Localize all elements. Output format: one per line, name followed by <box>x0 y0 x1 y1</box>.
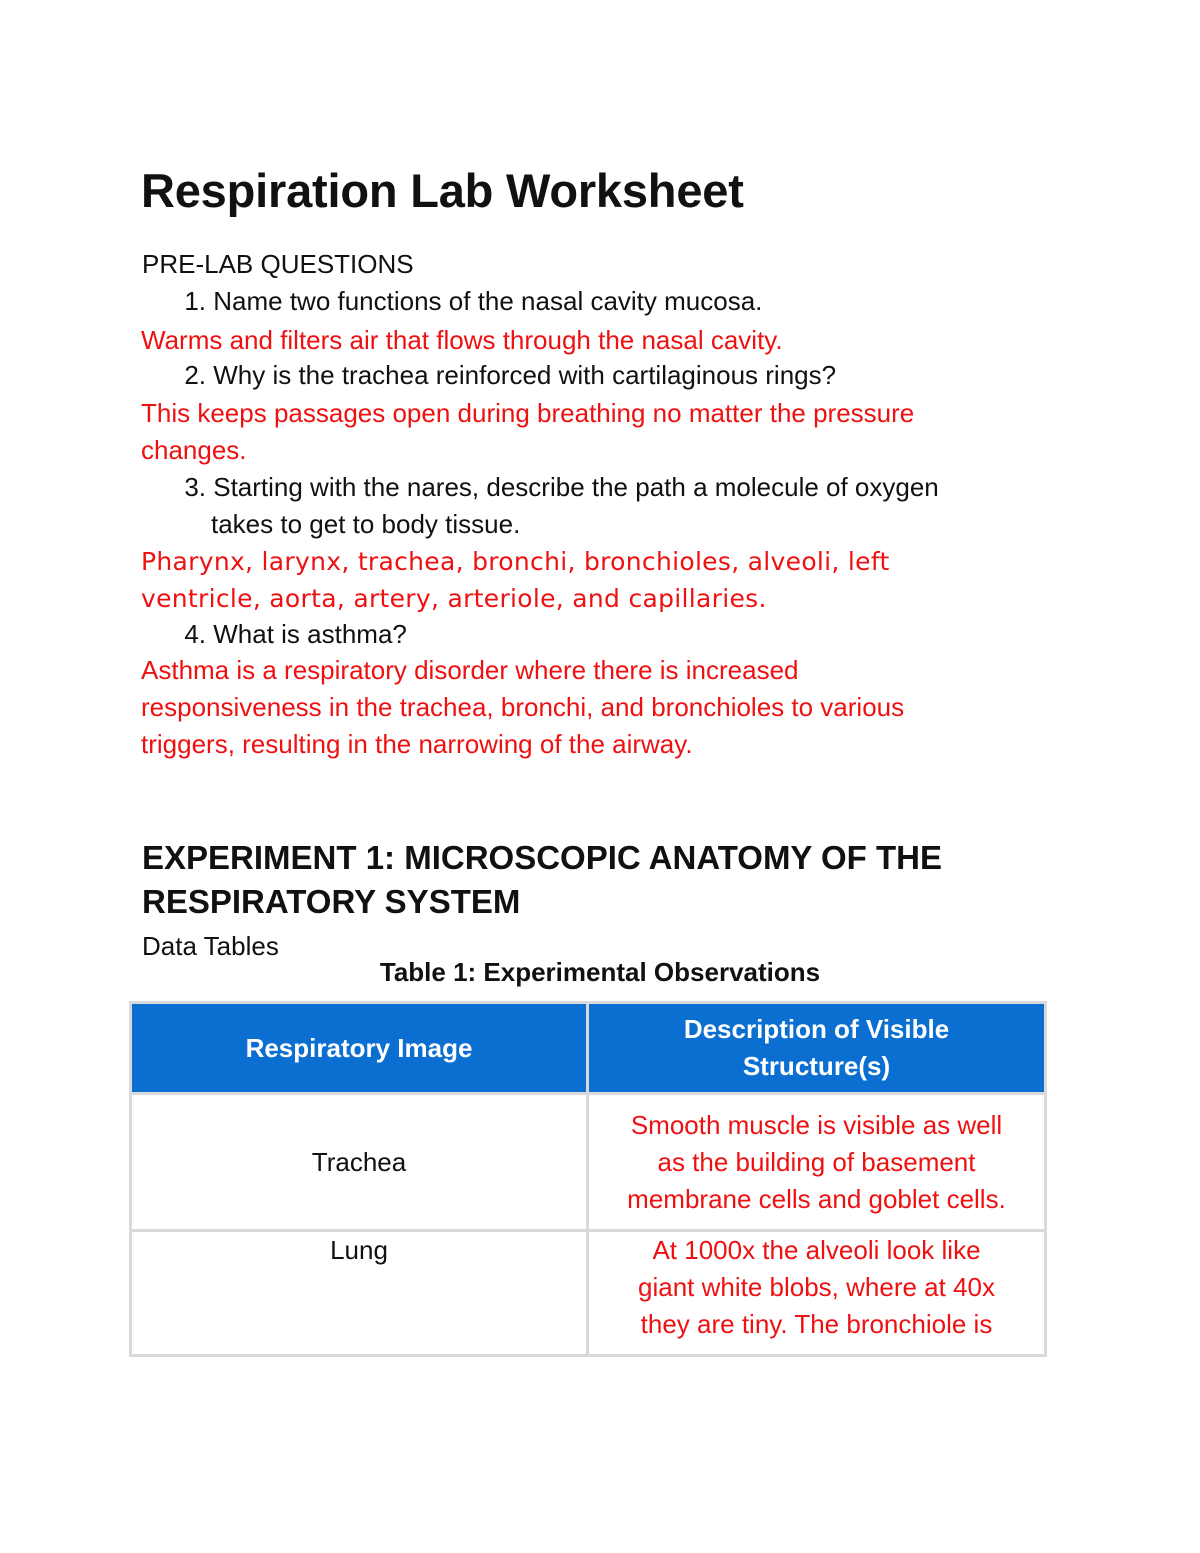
column-header-label-line-2: Structure(s) <box>742 1051 891 1081</box>
answer-4-line-1: Asthma is a respiratory disorder where there is increased <box>141 655 799 685</box>
question-number: 2. <box>184 360 206 390</box>
description-line: they are tiny. The bronchiole is <box>640 1309 993 1339</box>
table-cell-image: Lung <box>131 1231 588 1356</box>
question-text: Why is the trachea reinforced with cartilaginous rings? <box>213 360 837 390</box>
table-cell-description <box>588 1094 1046 1231</box>
data-tables-subheading: Data Tables <box>142 931 279 961</box>
column-header-label: Respiratory Image <box>245 1032 473 1063</box>
table-header-row <box>131 1003 1046 1094</box>
question-4 <box>170 616 407 653</box>
description-line: membrane cells and goblet cells. <box>627 1183 1006 1214</box>
page-title: Respiration Lab Worksheet <box>141 164 744 217</box>
description-line: as the building of basement <box>657 1146 976 1177</box>
question-text: What is asthma? <box>213 619 407 649</box>
answer-2-line-1: This keeps passages open during breathing no matter the pressure <box>141 398 915 428</box>
experiment-heading-line-2: RESPIRATORY SYSTEM <box>142 883 521 920</box>
experiment-heading-line-1: EXPERIMENT 1: MICROSCOPIC ANATOMY OF THE <box>142 839 943 876</box>
answer-4-line-3: triggers, resulting in the narrowing of the airway. <box>141 729 693 759</box>
answer-4-line-2: responsiveness in the trachea, bronchi, and bronchioles to various <box>141 692 905 722</box>
question-number: 4. <box>184 619 206 649</box>
description-line: At 1000x the alveoli look like <box>652 1235 981 1265</box>
column-header-image <box>131 1003 588 1094</box>
question-3 <box>170 469 939 506</box>
question-number: 3. <box>184 472 206 502</box>
table-caption: Table 1: Experimental Observations <box>379 957 821 987</box>
question-2 <box>170 357 836 394</box>
column-header-description <box>588 1003 1046 1094</box>
observations-table <box>129 1001 1047 1357</box>
table-cell-image: Trachea <box>131 1094 588 1231</box>
column-header-label-line-1: Description of Visible <box>683 1014 950 1044</box>
question-number: 1. <box>184 286 206 316</box>
question-3-line-2: takes to get to body tissue. <box>211 509 521 539</box>
answer-3-line-1: Pharynx, larynx, trachea, bronchi, bronchioles, alveoli, left <box>141 547 890 576</box>
answer-3-line-2: ventricle, aorta, artery, arteriole, and capillaries. <box>141 584 767 613</box>
question-1 <box>170 283 762 320</box>
question-text-line-1: Starting with the nares, describe the path a molecule of oxygen <box>213 472 939 502</box>
description-line: giant white blobs, where at 40x <box>638 1272 995 1302</box>
description-line: Smooth muscle is visible as well <box>630 1109 1003 1140</box>
answer-2-line-2: changes. <box>141 435 247 465</box>
table-row <box>131 1231 1046 1356</box>
table-row <box>131 1094 1046 1231</box>
answer-1: Warms and filters air that flows through the nasal cavity. <box>141 325 783 355</box>
question-text: Name two functions of the nasal cavity mucosa. <box>213 286 763 316</box>
prelab-heading: PRE-LAB QUESTIONS <box>142 249 414 279</box>
table-cell-description <box>588 1231 1046 1356</box>
